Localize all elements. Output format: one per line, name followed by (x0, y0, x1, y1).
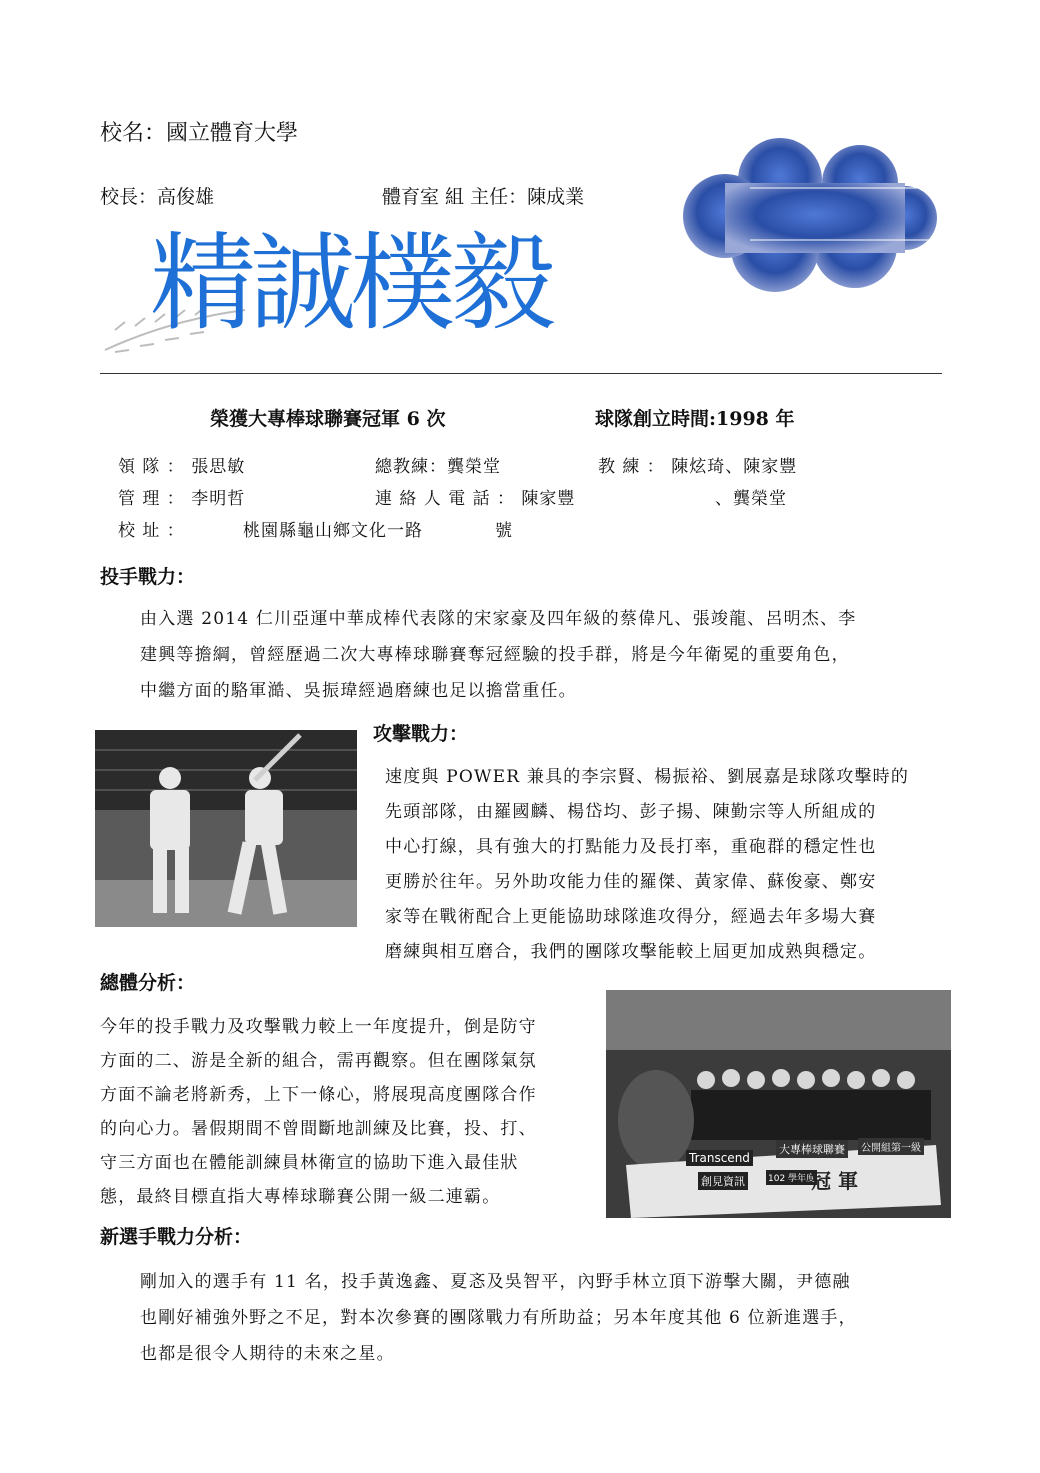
paragraph-line: 方面的二、游是全新的組合，需再觀察。但在團隊氣氛 (100, 1051, 537, 1071)
banner-transcend: Transcend (686, 1150, 753, 1166)
overall-paragraph (100, 1010, 585, 1214)
rookie-paragraph (140, 1264, 945, 1372)
players-photo-illustration (95, 730, 357, 927)
players-photo (95, 730, 357, 927)
header-divider (100, 373, 942, 374)
paragraph-line: 更勝於往年。另外助攻能力佳的羅傑、黃家偉、蘇俊豪、鄭安 (385, 872, 877, 892)
paragraph-line: 守三方面也在體能訓練員林衛宣的協助下進入最佳狀 (100, 1153, 519, 1173)
banner-year: 102 學年度 (766, 1170, 817, 1185)
school-name: 校名：國立體育大學 (100, 121, 299, 146)
contact-person-2: 、龔榮堂 (715, 489, 787, 509)
contact-person: 連 絡 人 電 話 ： 陳家豐 (375, 489, 576, 509)
paragraph-line: 磨練與相互磨合，我們的團隊攻擊能較上屆更加成熟與穩定。 (385, 942, 877, 962)
rookie-title: 新選手戰力分析： (100, 1226, 253, 1248)
championship-count: 榮獲大專棒球聯賽冠軍 6 次 (210, 408, 446, 430)
founded-year: 球隊創立時間:1998 年 (595, 408, 795, 430)
pitching-paragraph (140, 601, 940, 709)
paragraph-line: 今年的投手戰力及攻擊戰力較上一年度提升，倒是防守 (100, 1017, 537, 1037)
attack-paragraph (385, 760, 945, 970)
coaches: 教 練 ： 陳炫琦、陳家豐 (598, 457, 798, 477)
team-manager: 管 理 ： 李明哲 (118, 489, 246, 509)
overall-title: 總體分析： (100, 972, 196, 994)
paragraph-line: 中心打線，具有強大的打點能力及長打率，重砲群的穩定性也 (385, 837, 877, 857)
paragraph-line: 先頭部隊，由羅國麟、楊岱均、彭子揚、陳勤宗等人所組成的 (385, 802, 877, 822)
pitching-title: 投手戰力： (100, 566, 196, 588)
paragraph-line: 也剛好補強外野之不足，對本次參賽的團隊戰力有所助益；另本年度其他 6 位新進選手， (140, 1308, 857, 1328)
paragraph-line: 由入選 2014 仁川亞運中華成棒代表隊的宋家豪及四年級的蔡偉凡、張竣龍、呂明杰、李 (140, 609, 857, 629)
address-suffix: 號 (495, 521, 513, 541)
cloud-logo (655, 128, 945, 298)
paragraph-line: 中繼方面的駱軍澔、吳振瑋經過磨練也足以擔當重任。 (140, 681, 577, 701)
principal: 校長：高俊雄 (100, 186, 215, 208)
paragraph-line: 也都是很令人期待的未來之星。 (140, 1344, 395, 1364)
paragraph-line: 方面不論老將新秀，上下一條心，將展現高度團隊合作 (100, 1085, 537, 1105)
paragraph-line: 家等在戰術配合上更能協助球隊進攻得分，經過去年多場大賽 (385, 907, 877, 927)
banner-event: 大專棒球聯賽 (776, 1140, 848, 1158)
team-photo (606, 990, 951, 1218)
paragraph-line: 速度與 POWER 兼具的李宗賢、楊振裕、劉展嘉是球隊攻擊時的 (385, 767, 910, 787)
motto: 精誠樸毅 (150, 222, 550, 345)
address-label: 校 址 ： (118, 521, 185, 541)
head-coach: 總教練：龔榮堂 (375, 457, 501, 477)
pe-director: 體育室 組 主任：陳成業 (382, 186, 585, 208)
paragraph-line: 的向心力。暑假期間不曾間斷地訓練及比賽，投、打、 (100, 1119, 537, 1139)
team-leader: 領 隊 ： 張思敏 (118, 457, 246, 477)
banner-division: 公開組第一級 (858, 1138, 924, 1155)
address: 桃園縣龜山鄉文化一路 (243, 521, 423, 541)
attack-title: 攻擊戰力： (373, 723, 469, 745)
paragraph-line: 態，最終目標直指大專棒球聯賽公開一級二連霸。 (100, 1187, 501, 1207)
banner-sponsor: 創見資訊 (698, 1172, 748, 1190)
banner-champion: 冠 軍 (811, 1169, 858, 1193)
paragraph-line: 建興等擔綱，曾經歷過二次大專棒球聯賽奪冠經驗的投手群，將是今年衛冕的重要角色， (140, 645, 850, 665)
paragraph-line: 剛加入的選手有 11 名，投手黃逸鑫、夏忞及吳智平，內野手林立頂下游擊大關，尹德融 (140, 1272, 851, 1292)
